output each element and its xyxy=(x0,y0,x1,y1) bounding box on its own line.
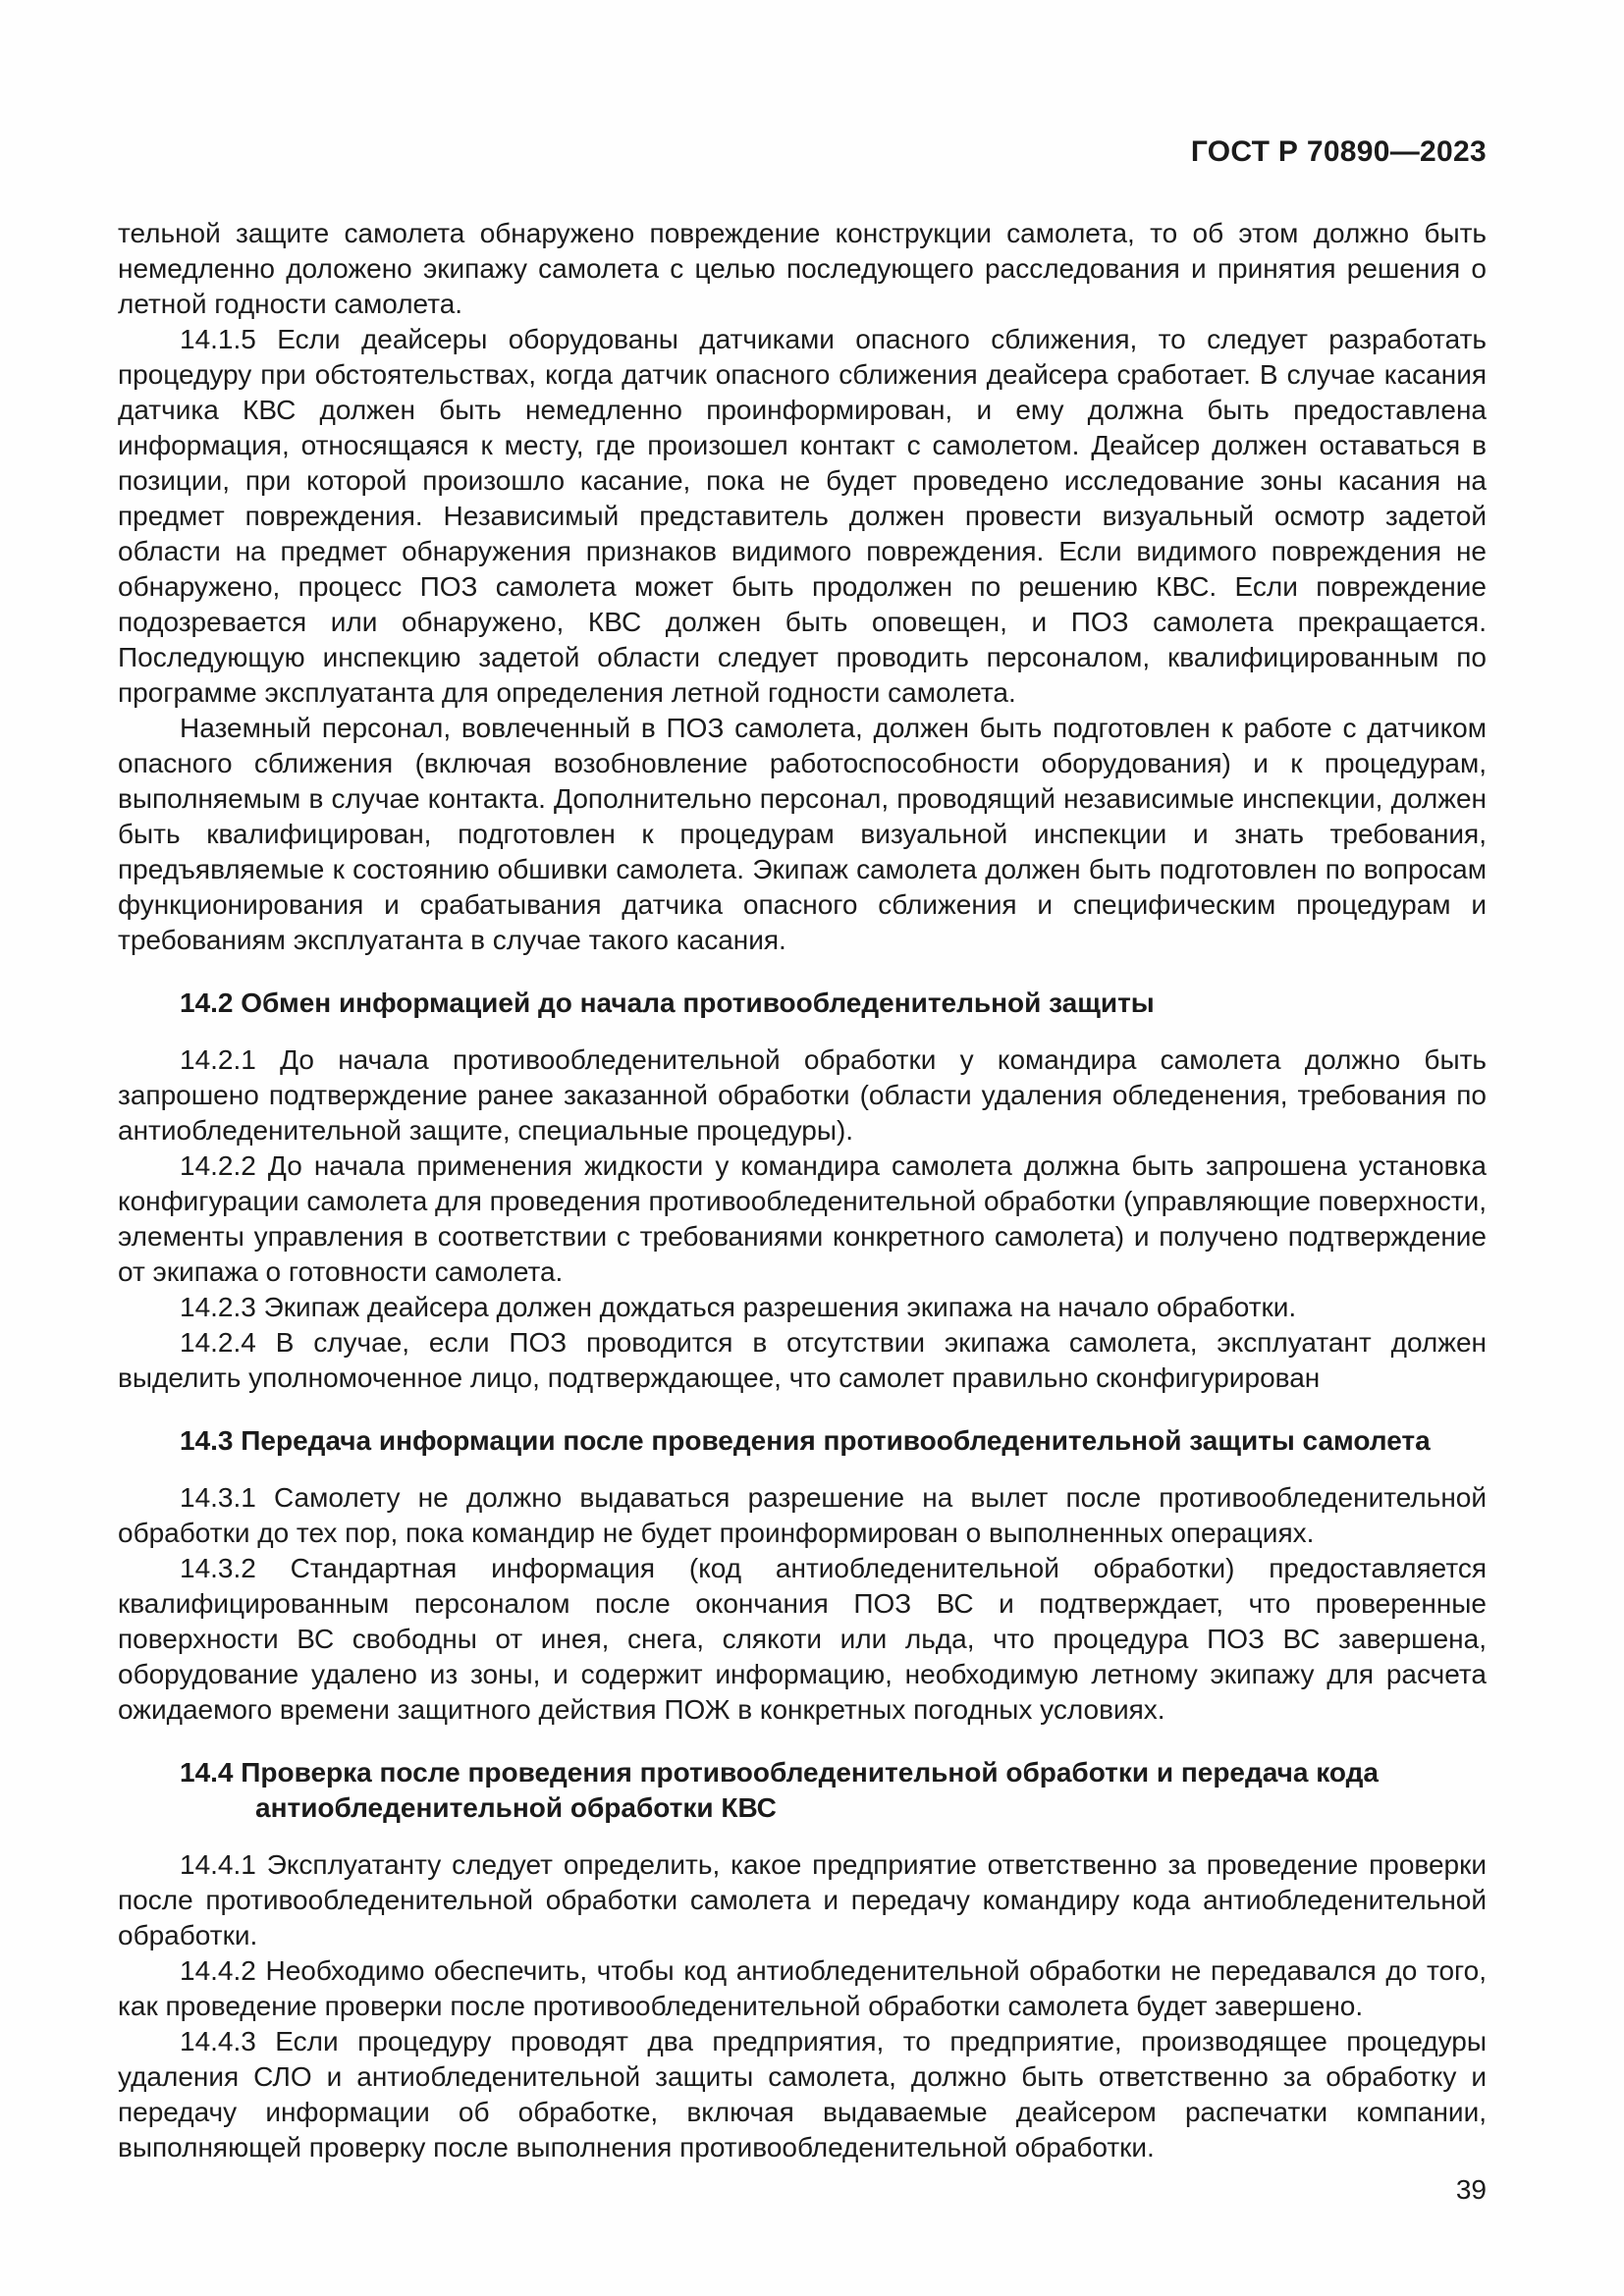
page-footer xyxy=(1456,2174,1487,2206)
page-number: 39 xyxy=(1455,2174,1487,2205)
paragraph: 14.2.3 Экипаж деайсера должен дождаться разрешения экипажа на начало обработки. xyxy=(180,1292,1297,1322)
section-heading: 14.3 Передача информации после проведения противообледенительной защиты самолета xyxy=(180,1425,1431,1456)
paragraph: тельной защите самолета обнаружено повреждение конструкции самолета, то об этом должно быть немедленно доложено экипажу самолета с целью последующего расследования и принятия решения о летной годности самолета. xyxy=(118,218,1487,319)
standard-designation: ГОСТ Р 70890—2023 xyxy=(1190,135,1487,168)
paragraph: 14.3.2 Стандартная информация (код антиобледенительной обработки) предоставляется квалифицированным персоналом после окончания ПОЗ ВС и подтверждает, что проверенные поверхности ВС свободны от инея, снега, слякоти или льда, что процедура ПОЗ ВС завершена, оборудование удалено из зоны, и содержит информацию, необходимую летному экипажу для расчета ожидаемого времени защитного действия ПОЖ в конкретных погодных условиях. xyxy=(118,1553,1487,1725)
paragraph: 14.4.1 Эксплуатанту следует определить, какое предприятие ответственно за проведение проверки после противообледенительной обработки самолета и передачу командиру кода антиобледенительной обработки. xyxy=(118,1849,1487,1950)
paragraph: 14.3.1 Самолету не должно выдаваться разрешение на вылет после противообледенительной обработки до тех пор, пока командир не будет проинформирован о выполненных операциях. xyxy=(118,1482,1487,1548)
document-header xyxy=(118,135,1487,169)
section-heading: 14.4 Проверка после проведения противообледенительной обработки и передача кода антиобледенительной обработки КВС xyxy=(180,1757,1379,1823)
paragraph: 14.2.2 До начала применения жидкости у командира самолета должна быть запрошена установка конфигурации самолета для проведения противообледенительной обработки (управляющие поверхности, элементы управления в соответствии с требованиями конкретного самолета) и получено подтверждение от экипажа о готовности самолета. xyxy=(118,1150,1487,1287)
paragraph: 14.2.4 В случае, если ПОЗ проводится в отсутствии экипажа самолета, эксплуатант должен выделить уполномоченное лицо, подтверждающее, что самолет правильно сконфигурирован xyxy=(118,1327,1487,1393)
paragraph: 14.4.2 Необходимо обеспечить, чтобы код антиобледенительной обработки не передавался до того, как проведение проверки после противообледенительной обработки самолета будет завершено. xyxy=(118,1955,1487,2021)
document-body xyxy=(118,216,1487,2165)
paragraph: Наземный персонал, вовлеченный в ПОЗ самолета, должен быть подготовлен к работе с датчиком опасного сближения (включая возобновление работоспособности оборудования) и к процедурам, выполняемым в случае контакта. Дополнительно персонал, проводящий независимые инспекции, должен быть квалифицирован, подготовлен к процедурам визуальной инспекции и знать требования, предъявляемые к состоянию обшивки самолета. Экипаж самолета должен быть подготовлен по вопросам функционирования и срабатывания датчика опасного сближения и специфическим процедурам и требованиям эксплуатанта в случае такого касания. xyxy=(118,713,1487,955)
paragraph: 14.4.3 Если процедуру проводят два предприятия, то предприятие, производящее процедуры удаления СЛО и антиобледенительной защиты самолета, должно быть ответственно за обработку и передачу информации об обработке, включая выдаваемые деайсером распечатки компании, выполняющей проверку после выполнения противообледенительной обработки. xyxy=(118,2026,1487,2163)
paragraph: 14.1.5 Если деайсеры оборудованы датчиками опасного сближения, то следует разработать процедуру при обстоятельствах, когда датчик опасного сближения деайсера сработает. В случае касания датчика КВС должен быть немедленно проинформирован, и ему должна быть предоставлена информация, относящаяся к месту, где произошел контакт с самолетом. Деайсер должен оставаться в позиции, при которой произошло касание, пока не будет проведено исследование зоны касания на предмет повреждения. Независимый представитель должен провести визуальный осмотр задетой области на предмет обнаружения признаков видимого повреждения. Если видимого повреждения не обнаружено, процесс ПОЗ самолета может быть продолжен по решению КВС. Если повреждение подозревается или обнаружено, КВС должен быть оповещен, и ПОЗ самолета прекращается. Последующую инспекцию задетой области следует проводить персоналом, квалифицированным по программе эксплуатанта для определения летной годности самолета. xyxy=(118,324,1487,708)
section-heading: 14.2 Обмен информацией до начала противообледенительной защиты xyxy=(180,988,1155,1018)
paragraph: 14.2.1 До начала противообледенительной обработки у командира самолета должно быть запрошено подтверждение ранее заказанной обработки (области удаления обледенения, требования по антиобледенительной защите, специальные процедуры). xyxy=(118,1044,1487,1146)
